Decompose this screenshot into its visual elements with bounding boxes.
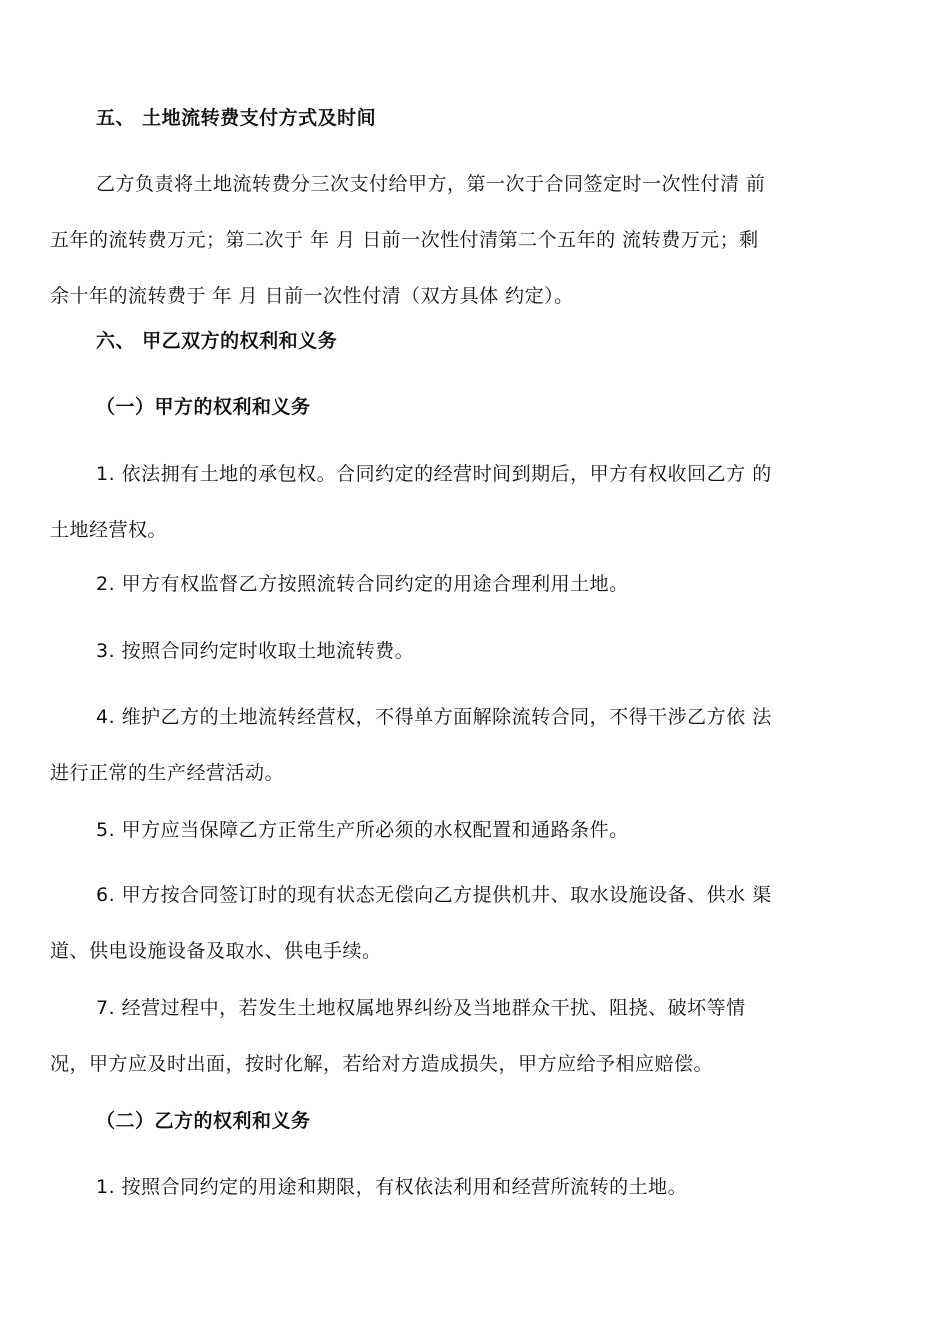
party-a-item-7 — [50, 980, 900, 1092]
paragraph-line: 乙方负责将土地流转费分三次支付给甲方，第一次于合同签定时一次性付清 前 — [96, 173, 766, 195]
paragraph-line: 五年的流转费万元；第二次于 年 月 日前一次性付清第二个五年的 流转费万元；剩 — [50, 229, 759, 251]
paragraph-line: 6. 甲方按合同签订时的现有状态无偿向乙方提供机井、取水设施设备、供水 渠 — [96, 884, 772, 906]
party-a-item-2 — [50, 556, 900, 612]
subsection-heading-party-a: （一）甲方的权利和义务 — [96, 396, 311, 418]
paragraph-line: 2. 甲方有权监督乙方按照流转合同约定的用途合理利用土地。 — [96, 573, 629, 595]
section-heading-5: 五、 土地流转费支付方式及时间 — [96, 107, 377, 129]
paragraph-line: 道、供电设施设备及取水、供电手续。 — [50, 940, 382, 962]
subsection-heading-party-b: （二）乙方的权利和义务 — [96, 1110, 311, 1132]
paragraph-line: 况，甲方应及时出面，按时化解，若给对方造成损失，甲方应给予相应赔偿。 — [50, 1053, 714, 1075]
paragraph-line: 1. 依法拥有土地的承包权。合同约定的经营时间到期后，甲方有权收回乙方 的 — [96, 463, 772, 485]
section-heading-6: 六、 甲乙双方的权利和义务 — [96, 330, 338, 352]
party-a-item-5 — [50, 802, 900, 858]
paragraph-line: 进行正常的生产经营活动。 — [50, 762, 285, 784]
paragraph-line: 4. 维护乙方的土地流转经营权，不得单方面解除流转合同，不得干涉乙方依 法 — [96, 706, 772, 728]
paragraph-payment — [50, 156, 900, 324]
paragraph-line: 7. 经营过程中，若发生土地权属地界纠纷及当地群众干扰、阻挠、破坏等情 — [96, 997, 746, 1019]
paragraph-line: 土地经营权。 — [50, 519, 168, 541]
paragraph-line: 1. 按照合同约定的用途和期限，有权依法利用和经营所流转的土地。 — [96, 1176, 688, 1198]
party-b-item-1 — [50, 1159, 900, 1215]
paragraph-line: 5. 甲方应当保障乙方正常生产所必须的水权配置和通路条件。 — [96, 819, 629, 841]
paragraph-line: 余十年的流转费于 年 月 日前一次性付清（双方具体 约定）。 — [50, 285, 574, 307]
paragraph-line: 3. 按照合同约定时收取土地流转费。 — [96, 640, 415, 662]
party-a-item-1 — [50, 446, 900, 558]
party-a-item-3 — [50, 623, 900, 679]
party-a-item-6 — [50, 867, 900, 979]
party-a-item-4 — [50, 689, 900, 801]
